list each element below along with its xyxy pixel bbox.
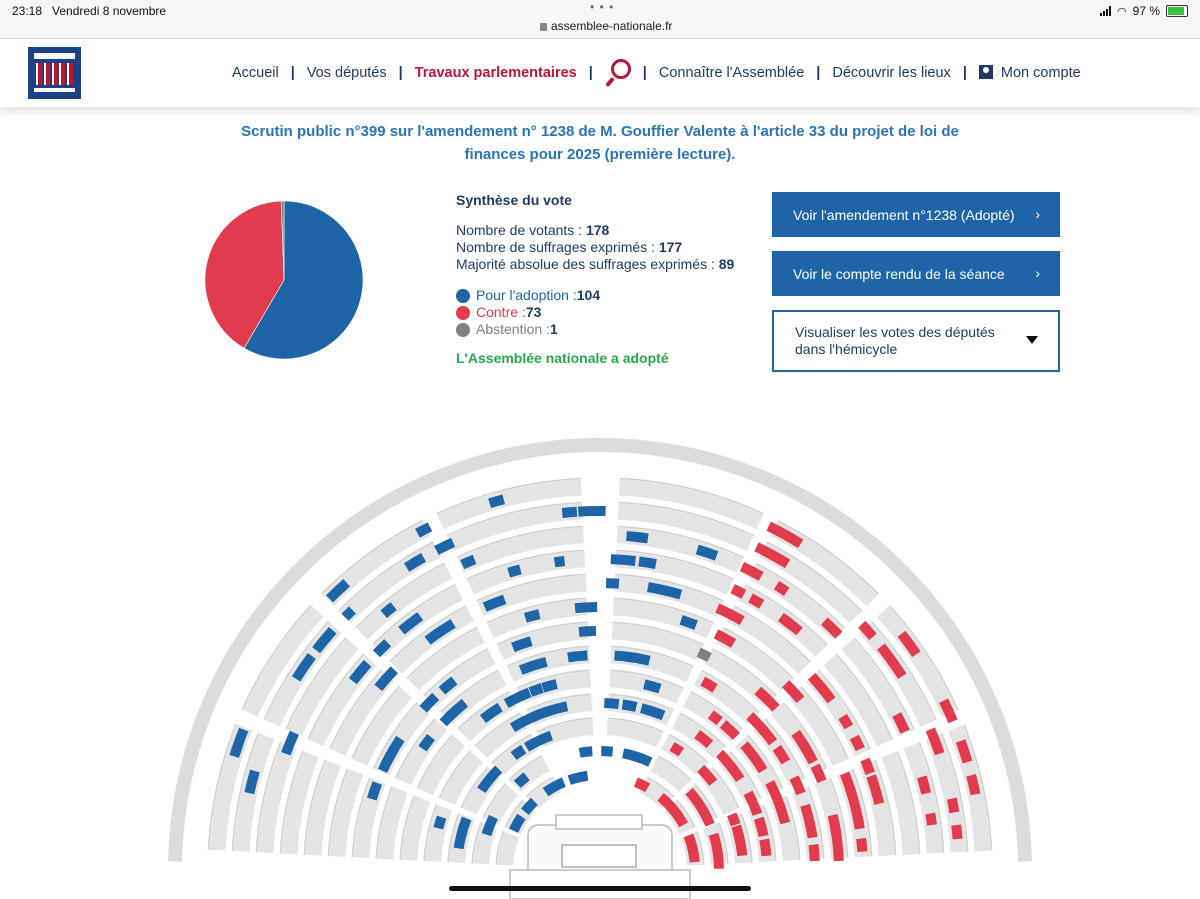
seat <box>423 696 436 709</box>
nav-accueil[interactable]: Accueil <box>232 65 279 81</box>
votants-line: Nombre de votants : 178 <box>456 222 610 238</box>
seat <box>750 598 761 605</box>
legend-abstention: Abstention : 1 <box>456 321 756 338</box>
majorite-line: Majorité absolue des suffrages exprimés : 89 <box>456 256 735 272</box>
seat <box>384 606 394 614</box>
nav-mon-compte[interactable]: Mon compte <box>973 65 1087 81</box>
seat <box>530 688 542 692</box>
seat <box>645 709 659 714</box>
seat <box>562 512 577 513</box>
seat <box>711 714 720 721</box>
voir-compte-rendu-button[interactable]: Voir le compte rendu de la séance › <box>772 251 1060 296</box>
lock-icon <box>540 23 547 31</box>
seat <box>611 559 636 561</box>
legend-contre: Contre : 73 <box>456 304 756 321</box>
seat <box>770 782 777 798</box>
account-icon <box>979 65 993 79</box>
abstention-value: 1 <box>549 321 558 337</box>
visualiser-hemicycle-button[interactable]: Visualiser les votes des députés dans l'hémicycle <box>772 310 1060 372</box>
seat <box>644 684 660 688</box>
seat <box>568 655 587 657</box>
seat <box>575 607 597 608</box>
seat <box>854 737 860 749</box>
seat <box>956 825 957 839</box>
seat <box>837 841 839 861</box>
nav-separator: | <box>962 65 967 81</box>
hemicycle-rows <box>175 445 1025 869</box>
vote-result: L'Assemblée nationale a adopté <box>456 350 669 366</box>
seat <box>543 684 557 688</box>
seat <box>876 792 879 804</box>
seat <box>601 751 612 752</box>
seat <box>378 670 394 688</box>
nav-connaitre-assemblee[interactable]: Connaître l'Assemblée <box>658 65 805 81</box>
seat <box>417 527 429 533</box>
seat <box>545 706 567 712</box>
seat <box>843 717 849 727</box>
wifi-icon: ◠ <box>1117 5 1127 18</box>
seat <box>615 655 631 657</box>
search-icon[interactable] <box>605 59 631 87</box>
seat <box>514 749 524 756</box>
seat <box>486 817 493 835</box>
seat <box>861 839 862 852</box>
battery-percent: 97 % <box>1132 4 1160 18</box>
synthesis-heading: Synthèse du vote <box>456 192 572 208</box>
seat <box>604 703 618 704</box>
seat <box>717 851 719 869</box>
signal-icon <box>1100 6 1111 16</box>
seat <box>733 589 743 594</box>
seat <box>858 819 860 829</box>
seat <box>663 799 672 808</box>
multitask-dots[interactable]: • • • <box>590 0 615 14</box>
seat-row <box>409 799 422 860</box>
seat <box>962 746 966 758</box>
seat <box>372 783 378 799</box>
seat <box>750 716 758 724</box>
battery-icon <box>1166 5 1188 17</box>
seat <box>736 826 739 836</box>
seat <box>786 684 793 691</box>
seat <box>490 499 504 503</box>
contre-value: 73 <box>525 304 542 320</box>
main-nav <box>0 39 1200 107</box>
seat <box>922 777 926 794</box>
title-line-2: finances pour 2025 (première lecture). <box>464 146 736 163</box>
seat <box>757 547 767 552</box>
seat <box>689 835 694 852</box>
seat <box>835 827 837 841</box>
status-date: Vendredi 8 novembre <box>52 4 167 18</box>
address-bar[interactable] <box>540 19 672 33</box>
seat <box>249 771 255 793</box>
seat <box>732 814 736 824</box>
suffrages-line: Nombre de suffrages exprimés : 177 <box>456 239 683 255</box>
seat <box>606 583 619 584</box>
seat <box>569 776 587 780</box>
seat <box>971 775 975 794</box>
seat <box>802 742 807 751</box>
votants-value: 178 <box>585 222 610 238</box>
majorite-value: 89 <box>718 256 735 272</box>
nav-separator: | <box>588 65 593 81</box>
seat <box>672 746 681 752</box>
seat <box>639 561 656 564</box>
chevron-down-icon <box>1026 336 1038 344</box>
nav-separator: | <box>290 65 295 81</box>
pour-value: 104 <box>576 287 601 303</box>
seat-row <box>654 764 685 786</box>
seat <box>629 657 641 659</box>
legend-pour: Pour l'adoption : 104 <box>456 287 756 304</box>
status-indicators <box>1100 4 1188 18</box>
page-title <box>200 120 1000 166</box>
nav-decouvrir-lieux[interactable]: Découvrir les lieux <box>832 65 951 81</box>
hemicycle-seat-map <box>160 400 1040 899</box>
seat <box>777 585 787 592</box>
seat <box>513 641 531 647</box>
seat <box>850 788 856 811</box>
seat <box>555 561 565 562</box>
seat <box>815 766 822 782</box>
seat <box>865 760 870 774</box>
seat <box>739 835 742 850</box>
seat <box>579 631 596 632</box>
assemblee-logo[interactable] <box>28 47 81 99</box>
seat-row <box>607 727 659 740</box>
seat <box>717 608 732 615</box>
status-time: 23:18 <box>12 4 43 18</box>
chevron-right-icon: › <box>1035 206 1040 222</box>
seat <box>627 536 648 538</box>
url-text: assemblee-nationale.fr <box>551 19 673 33</box>
seat <box>438 817 441 828</box>
vote-legend <box>456 287 756 338</box>
seat <box>681 620 696 625</box>
seat <box>660 589 681 594</box>
seat <box>509 569 521 572</box>
nav-separator: | <box>398 65 403 81</box>
seat <box>359 664 368 674</box>
seat <box>578 511 605 512</box>
seat <box>794 778 801 794</box>
voir-amendement-button[interactable]: Voir l'amendement n°1238 (Adopté) › <box>772 192 1060 237</box>
seat-row <box>433 808 445 862</box>
vote-pie-chart <box>204 200 364 360</box>
vote-synthesis <box>456 192 756 366</box>
seat <box>699 652 710 657</box>
seat <box>623 753 641 758</box>
seat <box>672 807 679 817</box>
nav-separator: | <box>816 65 821 81</box>
seat <box>930 814 932 825</box>
suffrages-value: 177 <box>658 239 683 255</box>
seat <box>423 737 432 749</box>
seat-row <box>491 790 512 822</box>
nav-separator: | <box>642 65 647 81</box>
seat <box>517 776 526 784</box>
seat <box>525 614 539 618</box>
seat <box>703 681 715 688</box>
nav-travaux-parlementaires[interactable]: Travaux parlementaires <box>414 65 577 81</box>
seat <box>952 799 955 813</box>
seat <box>805 805 811 826</box>
seat <box>436 542 453 550</box>
abstention-dot-icon <box>456 323 470 337</box>
seat <box>759 818 763 833</box>
seat <box>553 783 563 788</box>
seat <box>636 782 648 788</box>
contre-dot-icon <box>456 306 470 320</box>
home-indicator[interactable] <box>449 886 751 891</box>
seat <box>580 751 593 753</box>
chevron-right-icon: › <box>1035 265 1040 281</box>
status-bar <box>0 0 1200 39</box>
seat-row <box>505 835 512 865</box>
seat <box>764 839 766 855</box>
seat <box>330 583 347 599</box>
pour-dot-icon <box>456 289 470 303</box>
nav-vos-deputes[interactable]: Vos députés <box>306 65 387 81</box>
seat <box>345 610 352 617</box>
seat <box>813 845 814 861</box>
seat <box>622 705 636 707</box>
seat <box>697 549 716 556</box>
title-line-1: Scrutin public n°399 sur l'amendement n° 1238 de M. Gouffier Valente à l'article 33 du projet de loi de <box>241 123 959 140</box>
seat <box>462 559 474 564</box>
